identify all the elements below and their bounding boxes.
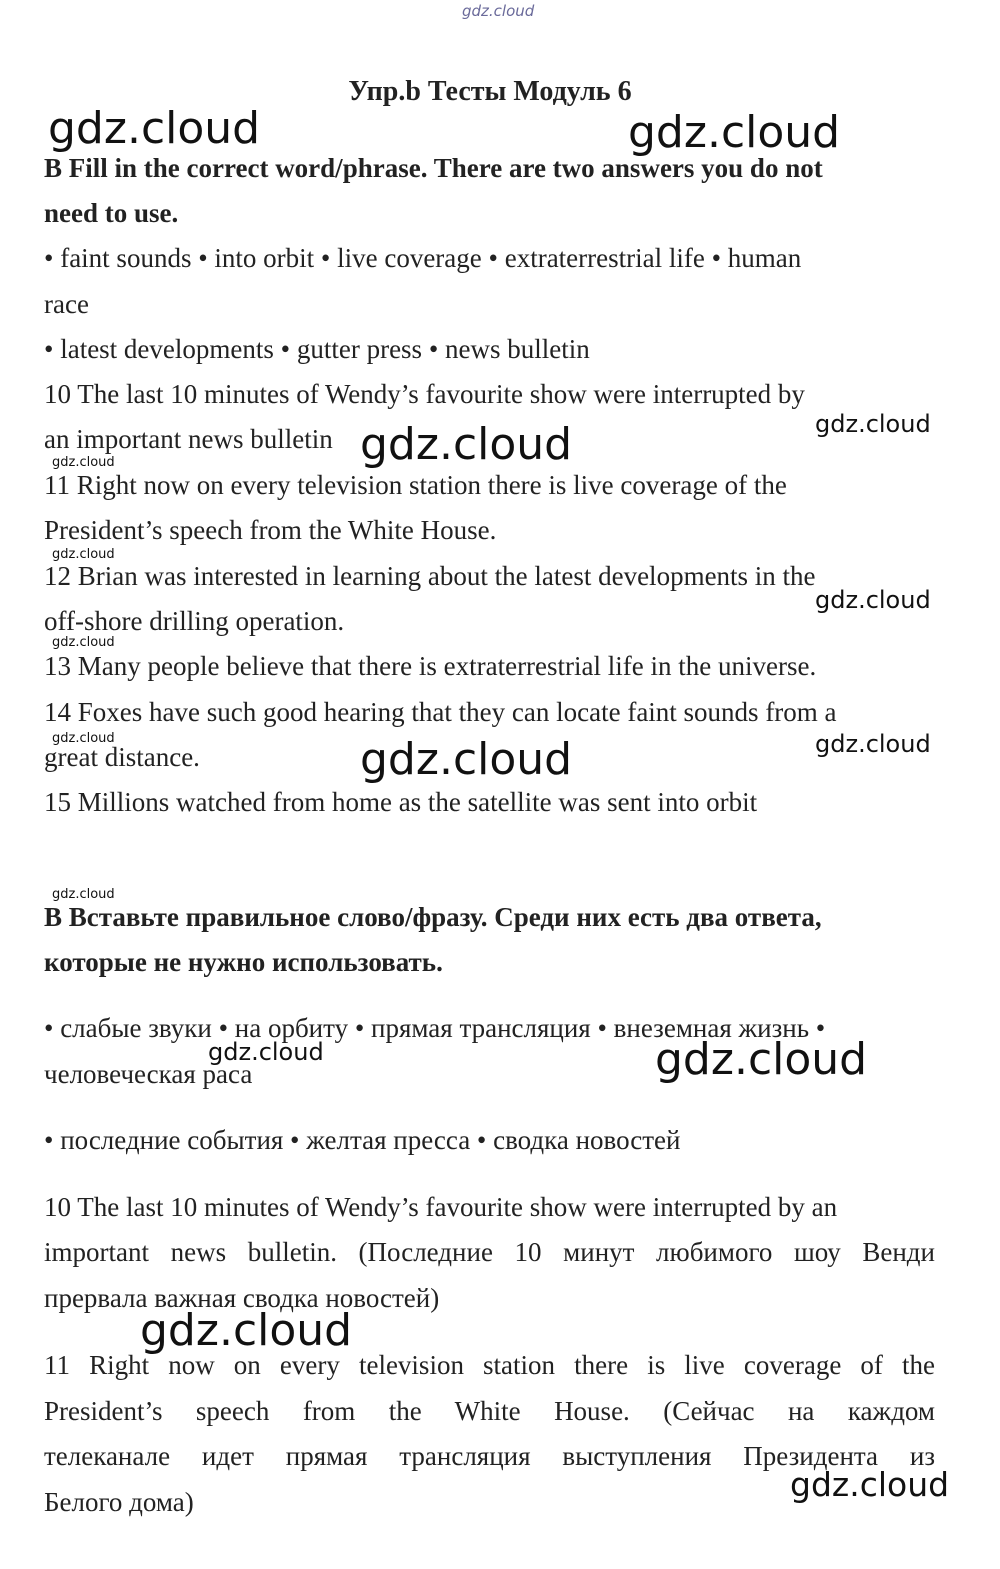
- page-title: Упр.b Тесты Модуль 6: [348, 76, 632, 107]
- russian-sentence-11: 11 Right now on every television station there is live coverage of the: [44, 1350, 935, 1380]
- english-sentence-12: off-shore drilling operation.: [44, 606, 345, 636]
- english-sentence-10: 10 The last 10 minutes of Wendy’s favourite show were interrupted by: [44, 379, 805, 409]
- watermark: gdz.cloud: [360, 419, 573, 470]
- english-sentence-14: 14 Foxes have such good hearing that they can locate faint sounds from a: [44, 697, 837, 727]
- watermark: gdz.cloud: [140, 1305, 353, 1356]
- watermark: gdz.cloud: [790, 1465, 950, 1504]
- watermark: gdz.cloud: [52, 887, 115, 902]
- watermark: gdz.cloud: [52, 635, 115, 650]
- english-sentence-14: great distance.: [44, 742, 200, 772]
- watermark: gdz.cloud: [815, 730, 931, 758]
- russian-sentence-11: President’s speech from the White House. (Сейчас на каждом: [44, 1396, 935, 1426]
- russian-sentence-11: Белого дома): [44, 1487, 194, 1517]
- watermark: gdz.cloud: [52, 547, 115, 562]
- watermark: gdz.cloud: [48, 103, 261, 154]
- watermark: gdz.cloud: [360, 734, 573, 785]
- watermark: gdz.cloud: [815, 586, 931, 614]
- russian-sentence-10: прервала важная сводка новостей): [44, 1283, 440, 1313]
- watermark: gdz.cloud: [815, 410, 931, 438]
- watermark-top: gdz.cloud: [462, 2, 535, 20]
- russian-heading: B Вставьте правильное слово/фразу. Среди них есть два ответа,: [44, 902, 822, 932]
- russian-sentence-10: important news bulletin. (Последние 10 минут любимого шоу Венди: [44, 1237, 935, 1267]
- english-sentence-10: an important news bulletin: [44, 424, 333, 454]
- english-sentence-11: 11 Right now on every television station there is live coverage of the: [44, 470, 787, 500]
- english-sentence-11: President’s speech from the White House.: [44, 515, 497, 545]
- english-heading: B Fill in the correct word/phrase. There are two answers you do not: [44, 153, 823, 183]
- russian-sentence-10: 10 The last 10 minutes of Wendy’s favourite show were interrupted by an: [44, 1192, 838, 1222]
- russian-options: • слабые звуки • на орбиту • прямая трансляция • внеземная жизнь •: [44, 1013, 826, 1043]
- watermark: gdz.cloud: [52, 455, 115, 470]
- watermark: gdz.cloud: [52, 731, 115, 746]
- english-sentence-15: 15 Millions watched from home as the satellite was sent into orbit: [44, 787, 758, 817]
- english-sentence-13: 13 Many people believe that there is extraterrestrial life in the universe.: [44, 651, 817, 681]
- english-heading: need to use.: [44, 198, 179, 228]
- russian-sentence-11: телеканале идет прямая трансляция выступления Президента из: [44, 1441, 935, 1471]
- watermark: gdz.cloud: [208, 1038, 324, 1066]
- english-sentence-12: 12 Brian was interested in learning about the latest developments in the: [44, 561, 816, 591]
- russian-heading: которые не нужно использовать.: [44, 947, 443, 977]
- russian-options: человеческая раса: [44, 1059, 253, 1089]
- english-options: • faint sounds • into orbit • live coverage • extraterrestrial life • human: [44, 243, 802, 273]
- watermark: gdz.cloud: [628, 107, 841, 158]
- english-options: race: [44, 289, 89, 319]
- english-options: • latest developments • gutter press • news bulletin: [44, 334, 590, 364]
- watermark: gdz.cloud: [655, 1034, 868, 1085]
- russian-options: • последние события • желтая пресса • сводка новостей: [44, 1125, 681, 1155]
